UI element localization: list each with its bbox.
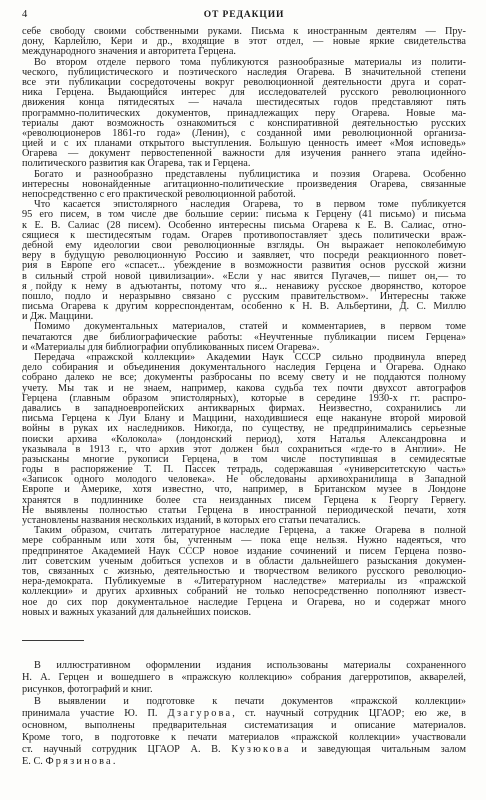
text-line: годы в распоряжение Т. П. Пассек тетрадь, содержавшая «университетскую часть» [22, 464, 466, 476]
text-line: программно-политических документов, принадлежащих перу Огарева. Новые ма- [22, 107, 466, 119]
spaced-name: Кузюкова [231, 744, 291, 755]
text-line: указывала в 1913 г., что архив этот должен был сохраниться «где-то в Англии». Не [22, 443, 466, 455]
text-line: в сильный строй новой цивилизации». «Если у нас явится Пугачев,— пишет он,— то [22, 270, 466, 282]
note-text: ст. научный сотрудник ЦГАОР А. В. [22, 744, 232, 755]
note-line [22, 756, 466, 768]
note-line: В иллюстративном оформлении издания использованы материалы сохраненного [34, 660, 466, 671]
text-line: Что касается эпистолярного наследия Огарева, то в первом томе публикуется [34, 199, 466, 211]
text-line: войны в руках их наследников. Никогда, по существу, не предпринимались серьезные [22, 423, 466, 435]
text-line: «Записок одного молодого человека». Не обследованы архивохранилища в Западной [22, 474, 466, 486]
text-line: поиски архива «Колокола» (лондонский период), хотя Наталья Александровна и [22, 433, 466, 445]
text-line: все эти публикации сосредоточены вокруг революционной деятельности друга и сорат- [22, 76, 466, 88]
text-line: и Дж. Маццини. [22, 311, 94, 323]
text-line: лит советским ученым добиться успехов и в области дальнейшего разыскания докумен- [22, 555, 466, 567]
text-line: себе свободу своими собственными руками. Письма к иностранным деятелям — Пру- [22, 26, 466, 37]
text-line: разысканы многие рукописи Герцена, в том числе поступившая в семидесятые [22, 453, 466, 465]
text-line: собрано далеко не все; документы разбросаны по всему свету и не поддаются полному [22, 372, 466, 384]
note-text: , ст. научный сотрудник ЦГАОР; ею же, в [232, 708, 466, 719]
text-line: веру в будущую революционную Россию и заявляет, что посреди реакционного повет- [22, 250, 466, 262]
text-line: дону, Карлейлю, Кери и др., входящие в этот отдел, — новые яркие свидетельства [22, 36, 466, 48]
text-line: нера-демократа. Публикуемые в «Литературном наследстве» материалы из «пражской [22, 576, 466, 588]
note-line: Н. А. Герцен и вошедшего в «пражскую коллекцию» собрания дагерротипов, акварелей, [22, 672, 466, 683]
text-line: тов, связанных с жизнью, деятельностью и творчеством великого русского революцио- [22, 565, 466, 577]
paragraph [22, 58, 466, 170]
note-line: В выявлении и подготовке к печати документов «пражской коллекции» [34, 696, 466, 707]
text-line: дебной ему идеологии свои революционные взгляды. Он выражает непоколебимую [22, 239, 466, 251]
text-line: хранятся в подлиннике более ста неизданных писем Герцена к Георгу Гервегу. [22, 494, 466, 506]
text-line: письма Герцена к Луи Блану и Маццини, находившиеся еще накануне второй мировой [22, 413, 466, 425]
text-line: политического развития как Огарева, так и Герцена. [22, 158, 251, 170]
note-line [22, 708, 466, 720]
text-line: коллекции» и других архивных собраний не только непосредственно пополняют извест- [22, 586, 466, 598]
text-line: мере собранным или хотя бы, учтенным — пока еще нельзя. Нужно надеяться, что [22, 535, 466, 547]
text-line: Передача «пражской коллекции» Академии Наук СССР сильно продвинула вперед [34, 352, 466, 363]
text-line: установлены названия нескольких изданий, в которых его статьи печатались. [22, 515, 361, 526]
page-number: 4 [22, 9, 28, 20]
note-line [22, 744, 466, 756]
text-line: ное до сих пор документальное наследие Герцена и Огарева, но и содержат много [22, 596, 466, 608]
text-line: сящиеся к шестидесятым годам. Огарев противопоставляет здесь политически враж- [22, 229, 466, 241]
text-line: Огарева — документ первостепенной важности для изучения раннего этапа идейно- [22, 148, 466, 160]
paragraph [22, 27, 466, 58]
spaced-name: Дзагурова [167, 708, 233, 719]
text-line: учету. Мы так и не знаем, например, какова судьба тех почти двухсот автографов [22, 382, 466, 394]
text-line: ника Герцена. Выдающийся интерес для исследователей русского революционного [22, 87, 466, 99]
text-line: непосредственно с его практической революционной работой. [22, 189, 296, 200]
paragraph [22, 170, 466, 201]
note-text: Е. С. [22, 756, 46, 767]
text-line: к Е. В. Салиас (28 писем). Особенно интересны письма Огарева к Е. В. Салиас, отно- [22, 219, 466, 231]
text-line: цией и с их планами открытого выступления. Большую ценность имеет «Моя исповедь» [22, 138, 466, 150]
text-line: Помимо документальных материалов, статей и комментариев, в первом томе [34, 321, 466, 333]
notes-section [22, 660, 466, 768]
text-line: и «Материалы для библиографии опубликованных писем Огарева». [22, 341, 320, 353]
illustration-note [22, 660, 466, 696]
text-line: дело собирания и объединения документального наследия Герцена и Огарева. Однако [22, 362, 466, 374]
text-line: давались в западноевропейских антикварных фирмах. Неизвестно, сохранились ли [22, 402, 466, 414]
text-line: «революционеров 1861-го года» (Ленин), с созданной ими революционной организа- [22, 127, 466, 139]
note-text: принимала участие Ю. П. [22, 708, 168, 719]
note-text: . [112, 756, 116, 767]
text-line: предпринятое Академией Наук СССР новое издание сочинений и писем Герцена позво- [22, 545, 466, 557]
text-line: 95 его писем, в том числе две большие серии: письма к Герцену (41 письмо) и письма [22, 209, 466, 221]
acknowledgement-note [22, 696, 466, 768]
text-line: Европе и Америке, хотя известно, что, например, в Британском музее в Лондоне [22, 484, 466, 496]
text-line: териалы дают возможность ознакомиться с конспиративной деятельностью русских [22, 117, 466, 129]
note-line: основном, выполнены предварительная систематизация и описание материалов. [22, 720, 466, 731]
text-line: письма Огарева к другим корреспондентам, особенно к Н. В. Альбертини, Д. С. Миллю [22, 301, 466, 313]
text-line: рия в Европе его «спасет... убеждение в возможности развития основ русской жизни [22, 260, 466, 272]
running-title: ОТ РЕДАКЦИИ [203, 10, 285, 20]
paragraph [22, 322, 466, 353]
text-line: новых и важных указаний для дальнейших поисков. [22, 606, 252, 618]
separator-rule [22, 640, 84, 641]
text-line: ческого, публицистического и поэтического наследия Огарева. В значительной степени [22, 66, 466, 78]
spaced-name: Фрязинова [45, 756, 113, 767]
text-line: движения конца пятидесятых — начала шестидесятых годов представляют пять [22, 97, 466, 109]
body-text [22, 27, 466, 618]
note-line: Кроме того, в подготовке к печати материалов «пражской коллекции» участвовали [22, 732, 466, 743]
note-text: и заведующая читальным залом [290, 744, 466, 755]
text-line: Богато и разнообразно представлены публицистика и поэзия Огарева. Особенно [34, 168, 466, 180]
text-line: по́шло, подло и неразрывно связано с русским правительством». Интересны также [22, 290, 466, 302]
text-line: Таким образом, считать литературное наследие Герцена, а также Огарева в полной [34, 525, 466, 537]
text-line: Не выявлены полностью статьи Герцена в иностранной периодической печати, хотя [22, 504, 466, 516]
text-line: международного значения и авторитета Герцена. [22, 46, 236, 58]
text-line: Герцена (главным образом эпистолярных), которые в середине 1930-х гг. распро- [22, 392, 466, 404]
note-line: рисунков, фотографий и книг. [22, 684, 153, 695]
text-line: я пойду к нему в адъютанты, потому что я... ненавижу русское дворянство, которое [22, 280, 466, 292]
paragraph [22, 353, 466, 526]
text-line: интересны новонайденные агитационно-политические произведения Огарева, связанные [22, 178, 466, 190]
paragraph [22, 526, 466, 618]
paragraph [22, 200, 466, 322]
text-line: печатаются две библиографические работы: «Неучтенные публикации писем Герцена» [22, 331, 466, 343]
text-line: Во втором отделе первого тома публикуются разнообразные материалы из полити- [34, 56, 466, 68]
